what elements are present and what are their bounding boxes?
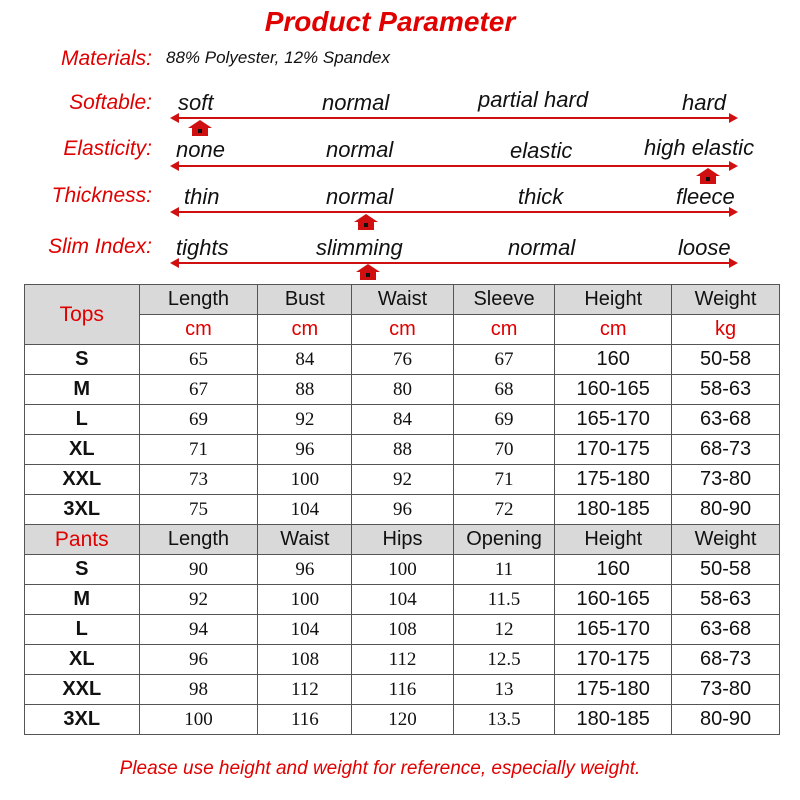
tops-value-cell: 180-185 — [555, 495, 672, 525]
pants-value-cell: 104 — [352, 585, 453, 615]
slim-index-scale-line — [172, 262, 736, 264]
pants-value-cell: 104 — [258, 615, 352, 645]
pants-size-cell: 3XL — [25, 705, 140, 735]
tops-header-length: Length — [139, 285, 258, 315]
elasticity-option-high-elastic: high elastic — [644, 135, 755, 160]
tops-value-cell: 80-90 — [672, 495, 780, 525]
slim-index-selected-house-icon — [356, 264, 380, 280]
tops-size-cell: XL — [25, 435, 140, 465]
thickness-option-fleece: fleece — [676, 184, 735, 209]
pants-value-cell: 58-63 — [672, 585, 780, 615]
pants-value-cell: 100 — [139, 705, 258, 735]
pants-value-cell: 63-68 — [672, 615, 780, 645]
tops-value-cell: 73 — [139, 465, 258, 495]
tops-size-cell: S — [25, 345, 140, 375]
tops-value-cell: 170-175 — [555, 435, 672, 465]
pants-row — [25, 645, 780, 675]
tops-value-cell: 104 — [258, 495, 352, 525]
tops-value-cell: 75 — [139, 495, 258, 525]
softable-option-partial-hard: partial hard — [478, 87, 589, 112]
softable-option-soft: soft — [178, 90, 214, 115]
slim-index-option-normal: normal — [508, 235, 576, 260]
tops-header-height: Height — [555, 285, 672, 315]
tops-unit-length: cm — [139, 315, 258, 345]
thickness-scale-line — [172, 211, 736, 213]
pants-value-cell: 160-165 — [555, 585, 672, 615]
pants-value-cell: 68-73 — [672, 645, 780, 675]
tops-value-cell: 76 — [352, 345, 453, 375]
pants-value-cell: 13.5 — [453, 705, 555, 735]
tops-value-cell: 72 — [453, 495, 555, 525]
pants-size-cell: L — [25, 615, 140, 645]
slim-index-option-tights: tights — [176, 235, 229, 260]
tops-row — [25, 375, 780, 405]
softable-option-normal: normal — [322, 90, 390, 115]
pants-value-cell: 80-90 — [672, 705, 780, 735]
materials-label: Materials: — [60, 47, 152, 70]
pants-size-cell: XXL — [25, 675, 140, 705]
tops-value-cell: 70 — [453, 435, 555, 465]
tops-header-waist: Waist — [352, 285, 453, 315]
page-title: Product Parameter — [264, 6, 516, 37]
tops-unit-bust: cm — [258, 315, 352, 345]
tops-value-cell: 71 — [139, 435, 258, 465]
pants-value-cell: 112 — [258, 675, 352, 705]
pants-value-cell: 108 — [352, 615, 453, 645]
tops-value-cell: 84 — [258, 345, 352, 375]
pants-size-cell: M — [25, 585, 140, 615]
pants-header-row — [25, 525, 780, 555]
materials-value: 88% Polyester, 12% Spandex — [166, 48, 390, 67]
tops-row — [25, 405, 780, 435]
tops-value-cell: 68 — [453, 375, 555, 405]
tops-value-cell: 160 — [555, 345, 672, 375]
pants-row — [25, 615, 780, 645]
pants-value-cell: 12 — [453, 615, 555, 645]
tops-value-cell: 96 — [352, 495, 453, 525]
tops-value-cell: 160-165 — [555, 375, 672, 405]
pants-value-cell: 11 — [453, 555, 555, 585]
pants-value-cell: 90 — [139, 555, 258, 585]
tops-value-cell: 71 — [453, 465, 555, 495]
pants-value-cell: 165-170 — [555, 615, 672, 645]
elasticity-selected-house-icon — [696, 168, 720, 184]
softable-selected-house-icon — [188, 120, 212, 136]
tops-value-cell: 88 — [352, 435, 453, 465]
tops-value-cell: 73-80 — [672, 465, 780, 495]
tops-section-title: Tops — [25, 285, 140, 345]
elasticity-option-none: none — [176, 137, 225, 162]
thickness-label: Thickness: — [51, 184, 152, 207]
thickness-option-thin: thin — [184, 184, 220, 209]
pants-header-length: Length — [139, 525, 258, 555]
pants-header-waist: Waist — [258, 525, 352, 555]
tops-value-cell: 80 — [352, 375, 453, 405]
pants-value-cell: 50-58 — [672, 555, 780, 585]
pants-header-hips: Hips — [352, 525, 453, 555]
tops-header-bust: Bust — [258, 285, 352, 315]
slim-index-label: Slim Index: — [48, 235, 152, 258]
tops-value-cell: 69 — [139, 405, 258, 435]
tops-size-cell: 3XL — [25, 495, 140, 525]
thickness-option-normal: normal — [326, 184, 394, 209]
pants-value-cell: 116 — [258, 705, 352, 735]
pants-value-cell: 116 — [352, 675, 453, 705]
pants-header-opening: Opening — [453, 525, 555, 555]
tops-header-sleeve: Sleeve — [453, 285, 555, 315]
tops-unit-sleeve: cm — [453, 315, 555, 345]
pants-value-cell: 92 — [139, 585, 258, 615]
tops-value-cell: 84 — [352, 405, 453, 435]
tops-value-cell: 96 — [258, 435, 352, 465]
pants-value-cell: 13 — [453, 675, 555, 705]
footer-note: Please use height and weight for reference, especially weight. — [119, 758, 641, 779]
pants-row — [25, 705, 780, 735]
elasticity-label: Elasticity: — [63, 137, 152, 160]
tops-value-cell: 165-170 — [555, 405, 672, 435]
tops-row — [25, 495, 780, 525]
pants-value-cell: 175-180 — [555, 675, 672, 705]
tops-value-cell: 69 — [453, 405, 555, 435]
pants-value-cell: 12.5 — [453, 645, 555, 675]
tops-value-cell: 92 — [352, 465, 453, 495]
tops-unit-height: cm — [555, 315, 672, 345]
pants-value-cell: 94 — [139, 615, 258, 645]
tops-value-cell: 88 — [258, 375, 352, 405]
pants-section-title: Pants — [25, 525, 140, 555]
pants-header-height: Height — [555, 525, 672, 555]
tops-size-cell: M — [25, 375, 140, 405]
pants-value-cell: 96 — [139, 645, 258, 675]
slim-index-option-slimming: slimming — [316, 235, 403, 260]
thickness-option-thick: thick — [518, 184, 564, 209]
tops-unit-weight: kg — [672, 315, 780, 345]
pants-size-cell: S — [25, 555, 140, 585]
tops-value-cell: 92 — [258, 405, 352, 435]
softable-option-hard: hard — [682, 90, 727, 115]
pants-value-cell: 112 — [352, 645, 453, 675]
elasticity-option-elastic: elastic — [510, 138, 573, 163]
tops-row — [25, 345, 780, 375]
elasticity-option-normal: normal — [326, 137, 394, 162]
tops-row — [25, 435, 780, 465]
size-chart-table — [24, 284, 780, 735]
pants-value-cell: 100 — [258, 585, 352, 615]
tops-value-cell: 58-63 — [672, 375, 780, 405]
thickness-selected-house-icon — [354, 214, 378, 230]
tops-value-cell: 65 — [139, 345, 258, 375]
tops-header-weight: Weight — [672, 285, 780, 315]
pants-row — [25, 675, 780, 705]
pants-value-cell: 120 — [352, 705, 453, 735]
pants-value-cell: 73-80 — [672, 675, 780, 705]
pants-value-cell: 108 — [258, 645, 352, 675]
softable-label: Softable: — [69, 91, 152, 114]
slim-index-option-loose: loose — [678, 235, 731, 260]
pants-value-cell: 170-175 — [555, 645, 672, 675]
softable-scale-line — [172, 117, 736, 119]
tops-header-row — [25, 285, 780, 315]
pants-header-weight: Weight — [672, 525, 780, 555]
pants-value-cell: 180-185 — [555, 705, 672, 735]
pants-value-cell: 100 — [352, 555, 453, 585]
tops-value-cell: 67 — [139, 375, 258, 405]
elasticity-scale-line — [172, 165, 736, 167]
pants-size-cell: XL — [25, 645, 140, 675]
tops-size-cell: XXL — [25, 465, 140, 495]
pants-value-cell: 11.5 — [453, 585, 555, 615]
tops-value-cell: 68-73 — [672, 435, 780, 465]
tops-value-cell: 175-180 — [555, 465, 672, 495]
tops-value-cell: 67 — [453, 345, 555, 375]
tops-value-cell: 63-68 — [672, 405, 780, 435]
pants-row — [25, 585, 780, 615]
tops-value-cell: 100 — [258, 465, 352, 495]
pants-value-cell: 96 — [258, 555, 352, 585]
tops-row — [25, 465, 780, 495]
pants-value-cell: 98 — [139, 675, 258, 705]
tops-size-cell: L — [25, 405, 140, 435]
pants-row — [25, 555, 780, 585]
tops-value-cell: 50-58 — [672, 345, 780, 375]
tops-unit-waist: cm — [352, 315, 453, 345]
pants-value-cell: 160 — [555, 555, 672, 585]
